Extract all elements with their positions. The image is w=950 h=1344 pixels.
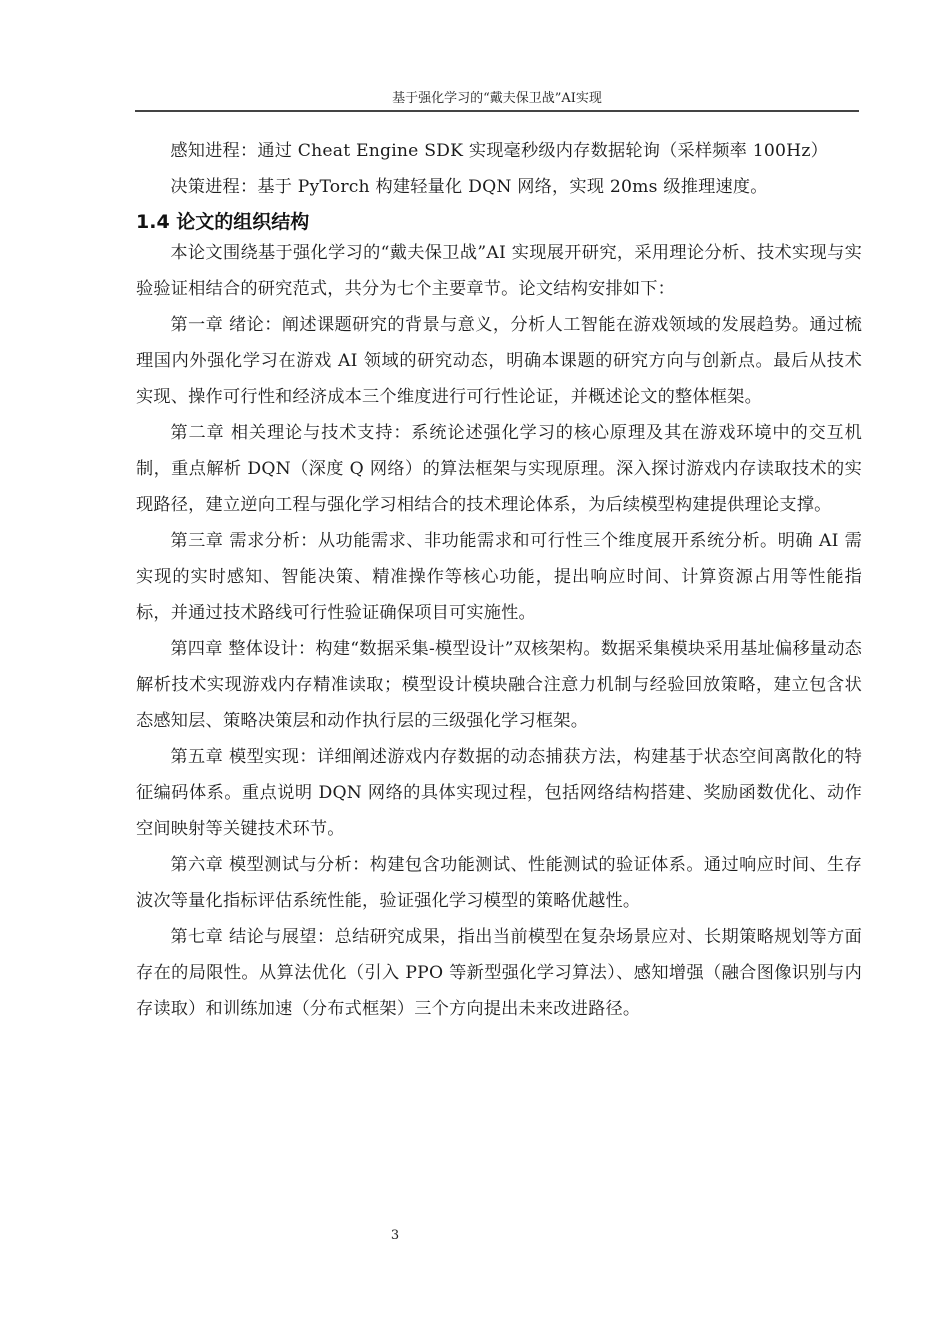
paragraph-overview: 本论文围绕基于强化学习的“戴夫保卫战”AI 实现展开研究，采用理论分析、技术实现与实验验证相结合的研究范式，共分为七个主要章节。论文结构安排如下：	[136, 243, 862, 299]
section-heading: 1.4 论文的组织结构	[136, 211, 310, 233]
paragraph-chapter-3: 第三章 需求分析：从功能需求、非功能需求和可行性三个维度展开系统分析。明确 AI 需实现的实时感知、智能决策、精准操作等核心功能，提出响应时间、计算资源占用等性能指标，并通过技术路线可行性验证确保项目可实施性。	[136, 531, 862, 623]
intro-line-decision: 决策进程：基于 PyTorch 构建轻量化 DQN 网络，实现 20ms 级推理速度。	[170, 177, 768, 197]
paragraph-chapter-4: 第四章 整体设计：构建“数据采集-模型设计”双核架构。数据采集模块采用基址偏移量动态解析技术实现游戏内存精准读取；模型设计模块融合注意力机制与经验回放策略，建立包含状态感知层、策略决策层和动作执行层的三级强化学习框架。	[136, 639, 862, 731]
running-header	[135, 90, 859, 112]
running-header-title: 基于强化学习的“戴夫保卫战”AI实现	[392, 91, 602, 106]
paragraph-chapter-2: 第二章 相关理论与技术支持：系统论述强化学习的核心原理及其在游戏环境中的交互机制，重点解析 DQN（深度 Q 网络）的算法框架与实现原理。深入探讨游戏内存读取技术的实现路径，建立逆向工程与强化学习相结合的技术理论体系，为后续模型构建提供理论支撑。	[136, 423, 862, 515]
paragraph-chapter-7: 第七章 结论与展望：总结研究成果，指出当前模型在复杂场景应对、长期策略规划等方面存在的局限性。从算法优化（引入 PPO 等新型强化学习算法）、感知增强（融合图像识别与内存读取）和训练加速（分布式框架）三个方向提出未来改进路径。	[136, 927, 862, 1019]
page-body	[136, 133, 862, 1027]
page-number: 3	[390, 1228, 400, 1243]
paragraph-chapter-1: 第一章 绪论：阐述课题研究的背景与意义，分析人工智能在游戏领域的发展趋势。通过梳理国内外强化学习在游戏 AI 领域的研究动态，明确本课题的研究方向与创新点。最后从技术实现、操作可行性和经济成本三个维度进行可行性论证，并概述论文的整体框架。	[136, 315, 862, 407]
intro-line-perception: 感知进程：通过 Cheat Engine SDK 实现毫秒级内存数据轮询（采样频率 100Hz）	[170, 141, 828, 161]
paragraph-chapter-6: 第六章 模型测试与分析：构建包含功能测试、性能测试的验证体系。通过响应时间、生存波次等量化指标评估系统性能，验证强化学习模型的策略优越性。	[136, 855, 862, 911]
paragraph-chapter-5: 第五章 模型实现：详细阐述游戏内存数据的动态捕获方法，构建基于状态空间离散化的特征编码体系。重点说明 DQN 网络的具体实现过程，包括网络结构搭建、奖励函数优化、动作空间映射等关键技术环节。	[136, 747, 862, 839]
